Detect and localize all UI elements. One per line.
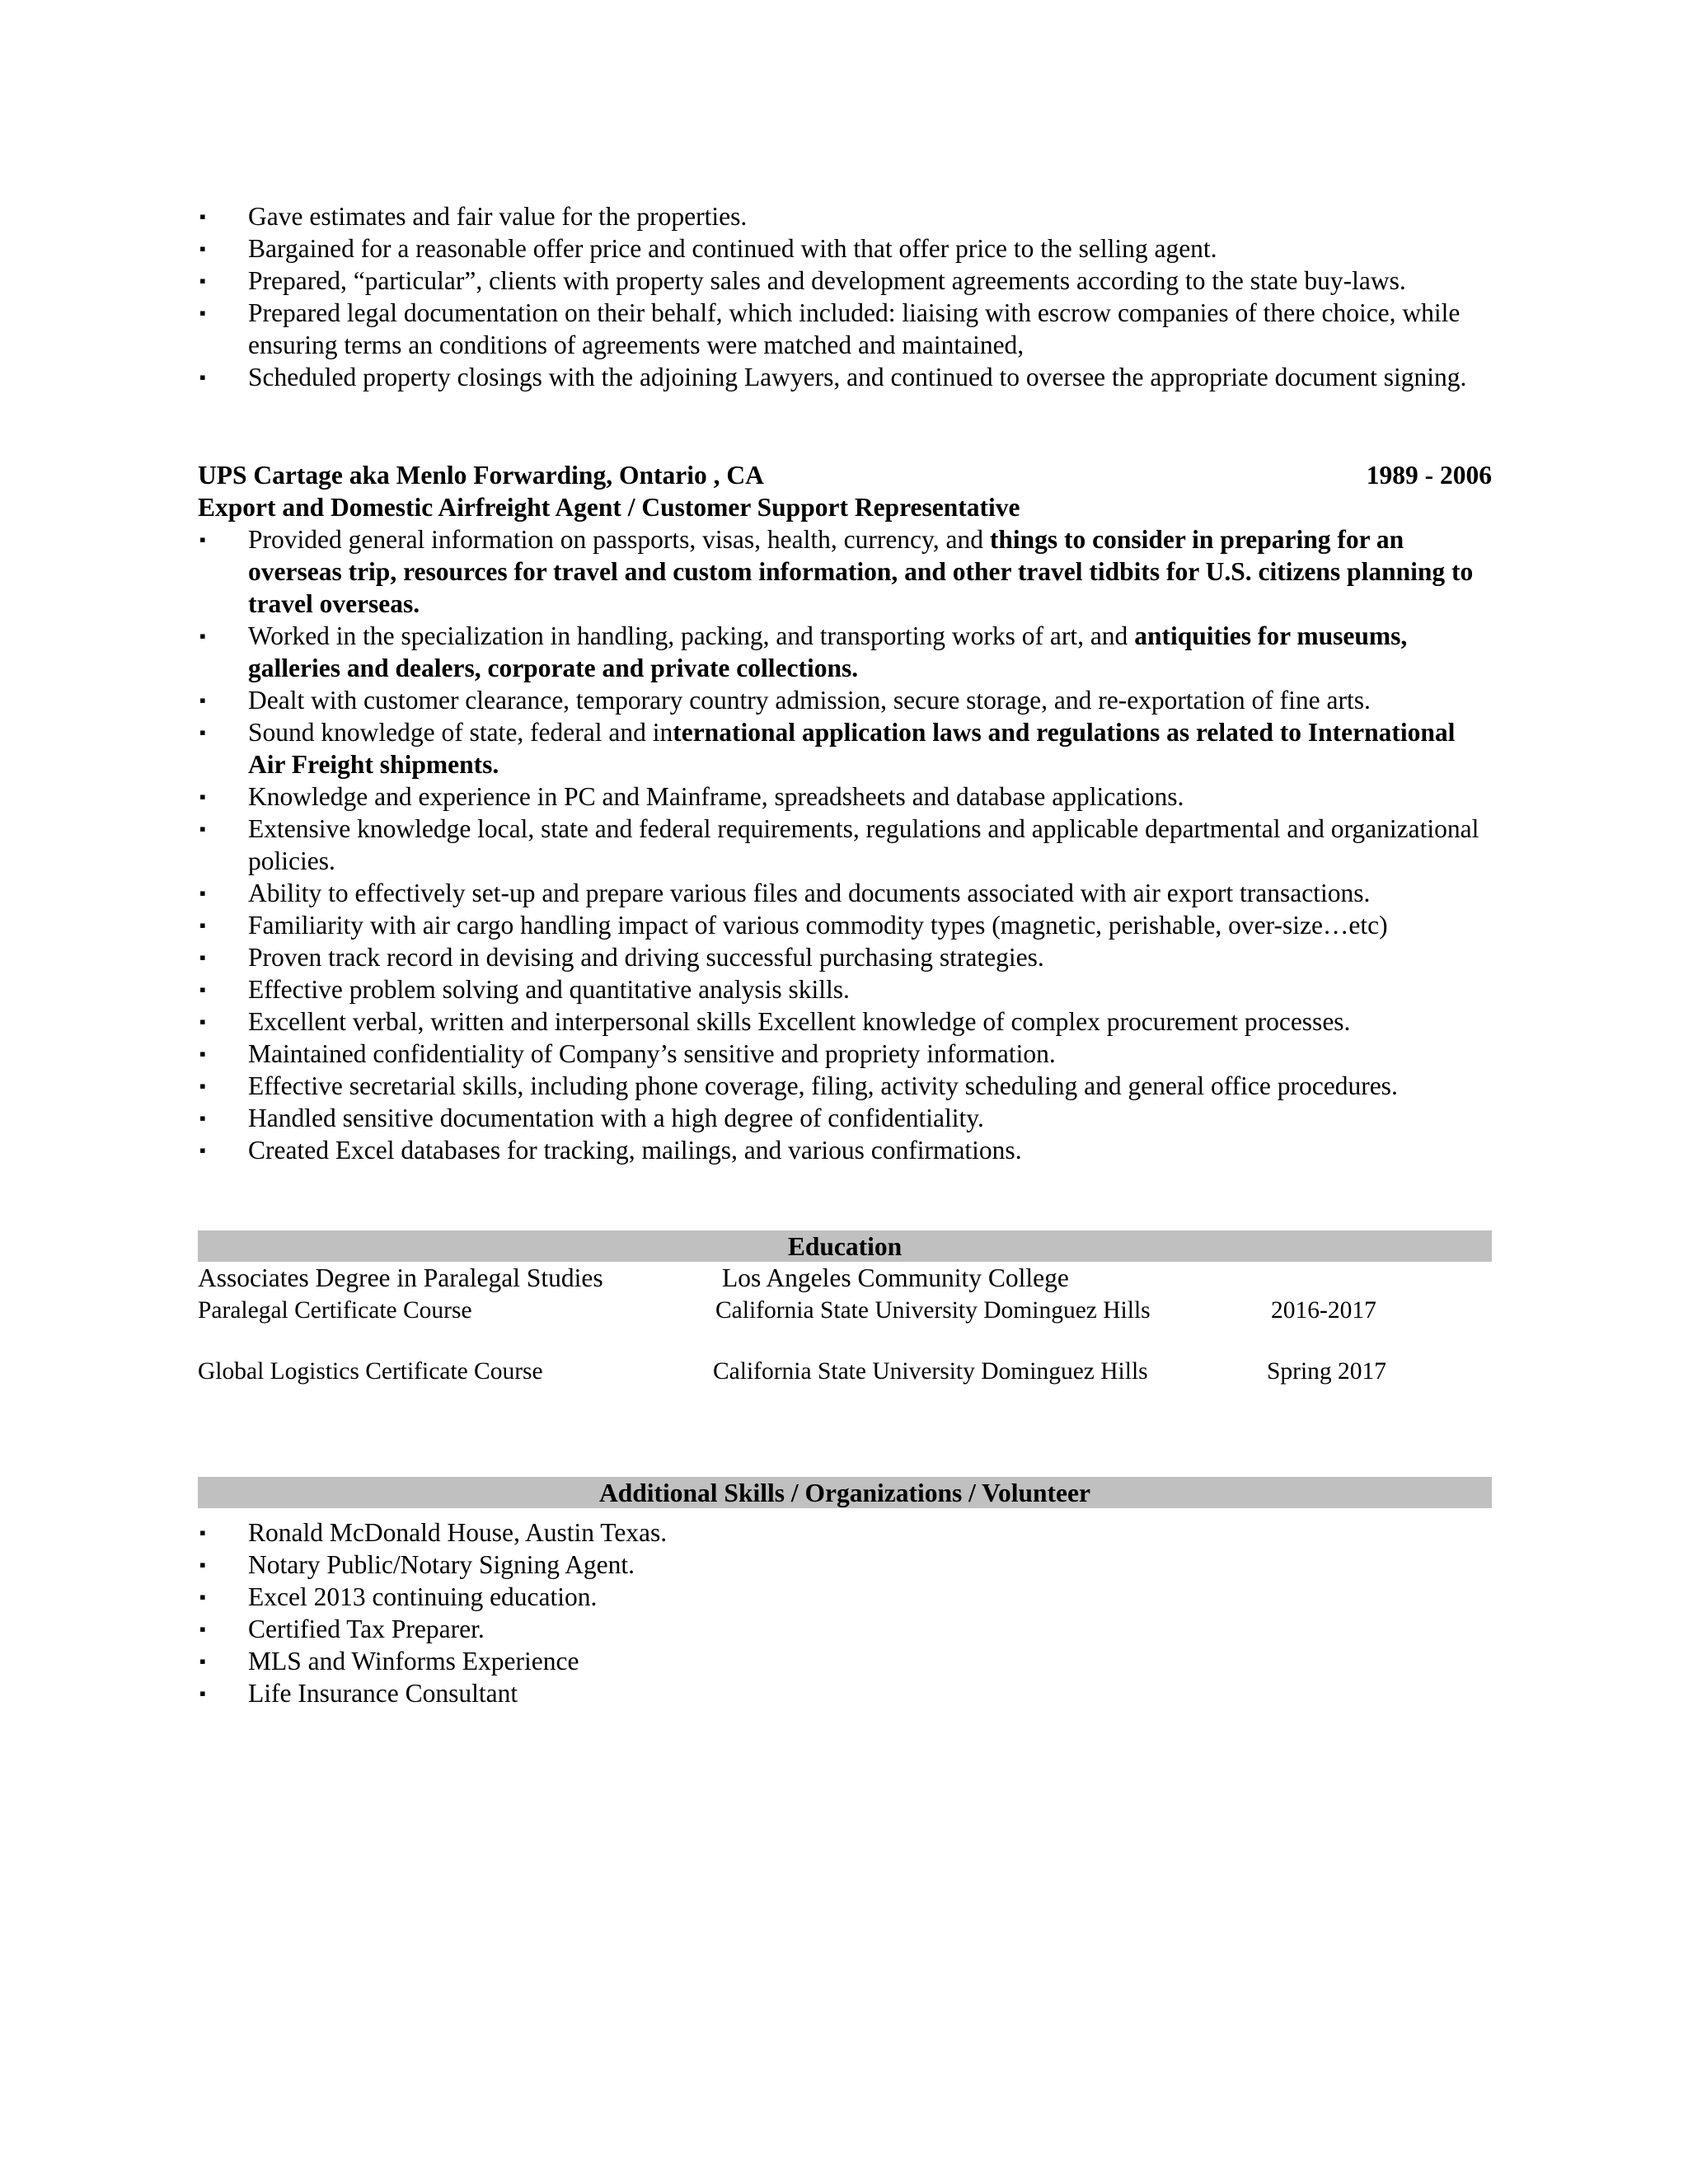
- bullet-text: Ability to effectively set-up and prepare various files and documents associated with air export transactions.: [248, 879, 1371, 907]
- bullet-text: Provided general information on passports, visas, health, currency, and: [248, 525, 990, 554]
- bullet-text: Familiarity with air cargo handling impact of various commodity types (magnetic, perishable, over-size…etc): [248, 911, 1388, 940]
- bullet-text-bold: ternational application laws and regulations as related to International Air Freight shipments.: [248, 718, 1456, 779]
- additional-skills-heading: Additional Skills / Organizations / Volunteer: [198, 1477, 1492, 1508]
- education-school: California State University Dominguez Hills: [715, 1297, 1151, 1324]
- bullet-text: Gave estimates and fair value for the properties.: [248, 202, 748, 231]
- bullet-marker-icon: ▪: [199, 1683, 206, 1704]
- bullet-item: [198, 1677, 1269, 1709]
- bullet-marker-icon: ▪: [199, 626, 206, 646]
- education-row: [198, 1263, 1492, 1296]
- bullet-marker-icon: ▪: [199, 818, 206, 839]
- bullet-marker-icon: ▪: [199, 302, 206, 323]
- bullet-item: [198, 780, 1492, 813]
- education-school: California State University Dominguez Hills: [713, 1358, 1148, 1385]
- additional-skills-list: [198, 1516, 1269, 1709]
- bullet-text: Life Insurance Consultant: [248, 1679, 518, 1708]
- bullet-text: Effective problem solving and quantitative analysis skills.: [248, 975, 850, 1004]
- bullet-item: [198, 1134, 1492, 1166]
- bullet-marker-icon: ▪: [199, 1043, 206, 1064]
- education-date: 2016-2017: [1271, 1297, 1376, 1324]
- bullet-text-bold: antiquities for museums, galleries and dealers, corporate and private collections.: [248, 621, 1408, 682]
- bullet-marker-icon: ▪: [199, 722, 206, 743]
- bullet-text: Effective secretarial skills, including phone coverage, filing, activity scheduling and general office procedures.: [248, 1071, 1398, 1100]
- bullet-item: [198, 973, 1492, 1005]
- education-program: Paralegal Certificate Course: [198, 1297, 472, 1324]
- bullet-text: Notary Public/Notary Signing Agent.: [248, 1550, 635, 1579]
- bullet-marker-icon: ▪: [199, 786, 206, 807]
- bullet-marker-icon: ▪: [199, 1140, 206, 1160]
- bullet-item: [198, 1613, 1269, 1645]
- bullet-marker-icon: ▪: [199, 1522, 206, 1543]
- bullet-item: [198, 1549, 1269, 1581]
- employment-years: 1989 - 2006: [1366, 461, 1492, 490]
- bullet-item: [198, 1038, 1492, 1070]
- bullet-marker-icon: ▪: [199, 1076, 206, 1096]
- bullet-marker-icon: ▪: [199, 1108, 206, 1128]
- real-estate-duties-list: [198, 200, 1492, 393]
- bullet-item: [198, 620, 1492, 684]
- bullet-marker-icon: ▪: [199, 1554, 206, 1575]
- bullet-text: Proven track record in devising and driving successful purchasing strategies.: [248, 943, 1044, 972]
- education-row: [198, 1295, 1492, 1328]
- bullet-text: MLS and Winforms Experience: [248, 1647, 579, 1675]
- bullet-item: [198, 200, 1492, 232]
- education-program: Global Logistics Certificate Course: [198, 1358, 543, 1385]
- bullet-marker-icon: ▪: [199, 529, 206, 550]
- bullet-marker-icon: ▪: [199, 367, 206, 387]
- education-program: Associates Degree in Paralegal Studies: [198, 1263, 603, 1292]
- bullet-item: [198, 813, 1492, 877]
- bullet-text: Extensive knowledge local, state and federal requirements, regulations and applicable departmental and organizational policies.: [248, 814, 1479, 875]
- bullet-text: Handled sensitive documentation with a high degree of confidentiality.: [248, 1104, 984, 1132]
- education-heading: Education: [198, 1230, 1492, 1262]
- bullet-item: [198, 1102, 1492, 1134]
- bullet-item: [198, 232, 1492, 265]
- bullet-item: [198, 877, 1492, 909]
- bullet-marker-icon: ▪: [199, 1011, 206, 1032]
- bullet-item: [198, 361, 1492, 393]
- job-duties-list: [198, 523, 1492, 1166]
- bullet-text-bold: things to consider in preparing for an overseas trip, resources for travel and custom information, and other travel tidbits for U.S. citizens planning to travel overseas.: [248, 525, 1474, 618]
- job-header: [198, 459, 1492, 491]
- job-title: Export and Domestic Airfreight Agent / Customer Support Representative: [198, 493, 1020, 522]
- bullet-item: [198, 1005, 1492, 1038]
- bullet-text: Prepared legal documentation on their behalf, which included: liaising with escrow companies of there choice, while ensuring terms an conditions of agreements were matched and maintained,: [248, 298, 1461, 359]
- bullet-text: Sound knowledge of state, federal and in: [248, 718, 673, 747]
- bullet-item: [198, 1070, 1492, 1102]
- bullet-item: [198, 1516, 1269, 1549]
- bullet-text: Maintained confidentiality of Company’s sensitive and propriety information.: [248, 1039, 1056, 1068]
- bullet-text: Prepared, “particular”, clients with property sales and development agreements according to the state buy-laws.: [248, 266, 1406, 295]
- bullet-item: [198, 297, 1492, 361]
- bullet-item: [198, 684, 1492, 716]
- bullet-marker-icon: ▪: [199, 1651, 206, 1671]
- bullet-item: [198, 265, 1492, 297]
- bullet-text: Excel 2013 continuing education.: [248, 1582, 598, 1611]
- bullet-item: [198, 909, 1492, 941]
- bullet-marker-icon: ▪: [199, 690, 206, 710]
- bullet-marker-icon: ▪: [199, 1586, 206, 1607]
- bullet-item: [198, 523, 1492, 620]
- bullet-text: Excellent verbal, written and interpersonal skills Excellent knowledge of complex procurement processes.: [248, 1007, 1351, 1036]
- bullet-text: Certified Tax Preparer.: [248, 1615, 485, 1643]
- bullet-marker-icon: ▪: [199, 979, 206, 1000]
- education-row: [198, 1356, 1492, 1389]
- education-date: Spring 2017: [1267, 1358, 1387, 1385]
- bullet-marker-icon: ▪: [199, 238, 206, 259]
- bullet-text: Scheduled property closings with the adjoining Lawyers, and continued to oversee the appropriate document signing.: [248, 363, 1467, 391]
- employer-name: UPS Cartage aka Menlo Forwarding, Ontario , CA: [198, 461, 764, 490]
- bullet-item: [198, 1581, 1269, 1613]
- bullet-text: Bargained for a reasonable offer price and continued with that offer price to the selling agent.: [248, 234, 1217, 263]
- bullet-marker-icon: ▪: [199, 270, 206, 291]
- bullet-text: Worked in the specialization in handling, packing, and transporting works of art, and: [248, 621, 1135, 650]
- bullet-marker-icon: ▪: [199, 883, 206, 903]
- bullet-marker-icon: ▪: [199, 915, 206, 935]
- bullet-text: Created Excel databases for tracking, mailings, and various confirmations.: [248, 1136, 1022, 1165]
- bullet-marker-icon: ▪: [199, 947, 206, 968]
- bullet-item: [198, 716, 1492, 780]
- bullet-text: Knowledge and experience in PC and Mainframe, spreadsheets and database applications.: [248, 782, 1184, 811]
- bullet-text: Ronald McDonald House, Austin Texas.: [248, 1518, 668, 1547]
- bullet-item: [198, 1645, 1269, 1677]
- bullet-marker-icon: ▪: [199, 206, 206, 227]
- bullet-marker-icon: ▪: [199, 1619, 206, 1639]
- bullet-item: [198, 941, 1492, 973]
- education-school: Los Angeles Community College: [722, 1263, 1069, 1292]
- bullet-text: Dealt with customer clearance, temporary country admission, secure storage, and re-exportation of fine arts.: [248, 686, 1371, 715]
